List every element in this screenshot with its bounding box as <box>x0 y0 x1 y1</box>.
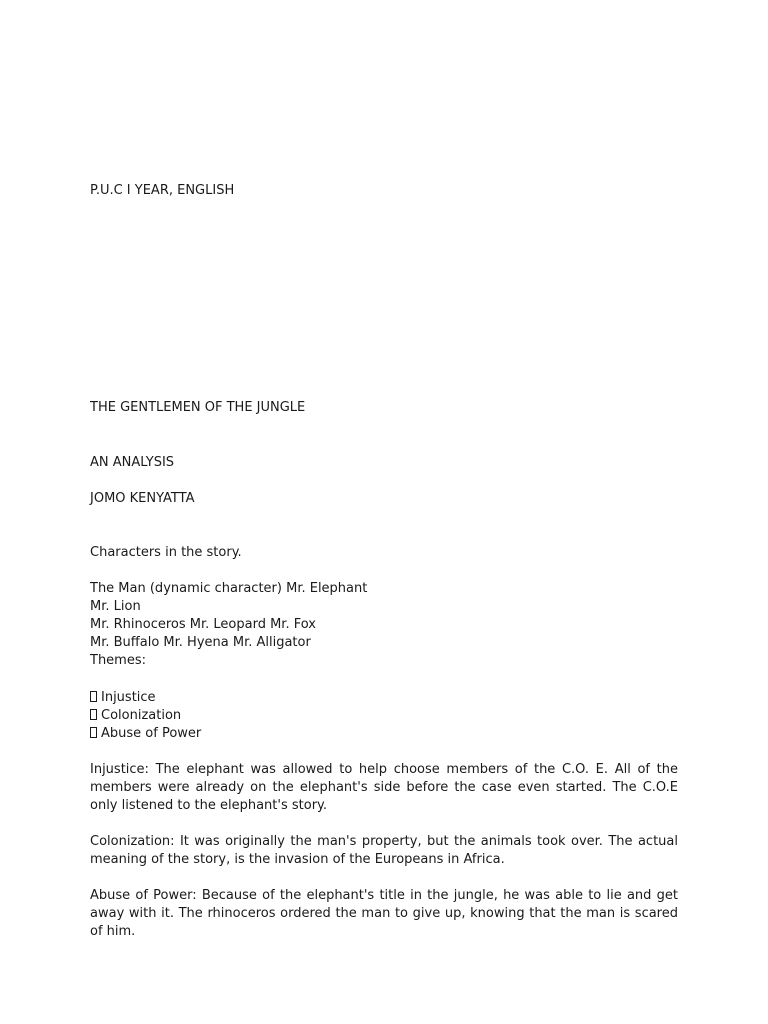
theme-item-label: Colonization <box>101 708 182 723</box>
theme-item <box>90 725 201 743</box>
theme-item <box>90 689 156 707</box>
course-header: P.U.C I YEAR, ENGLISH <box>90 183 235 198</box>
story-title: THE GENTLEMEN OF THE JUNGLE <box>90 400 306 415</box>
characters-line: Mr. Buffalo Mr. Hyena Mr. Alligator <box>90 635 311 650</box>
missing-glyph-bullet-icon <box>90 709 97 720</box>
theme-item-label: Abuse of Power <box>101 726 202 741</box>
theme-item-label: Injustice <box>101 690 156 705</box>
missing-glyph-bullet-icon <box>90 727 97 738</box>
theme-item <box>90 707 181 725</box>
characters-line: The Man (dynamic character) Mr. Elephant <box>90 581 368 596</box>
paragraph-colonization: Colonization: It was originally the man's property, but the animals took over. The actual meaning of the story, is the invasion of the Europeans in Africa. <box>90 834 678 867</box>
paragraph-injustice: Injustice: The elephant was allowed to help choose members of the C.O. E. All of the members were already on the elephant's side before the case even started. The C.O.E only listened to the elephant's story. <box>90 762 678 813</box>
themes-heading: Themes: <box>90 653 146 668</box>
characters-line: Mr. Rhinoceros Mr. Leopard Mr. Fox <box>90 617 316 632</box>
paragraph-abuse-of-power: Abuse of Power: Because of the elephant's title in the jungle, he was able to lie and get away with it. The rhinoceros ordered the man to give up, knowing that the man is scared of him. <box>90 888 678 939</box>
characters-line: Mr. Lion <box>90 599 141 614</box>
missing-glyph-bullet-icon <box>90 691 97 702</box>
analysis-subtitle: AN ANALYSIS <box>90 455 175 470</box>
characters-heading: Characters in the story. <box>90 545 242 560</box>
author-name: JOMO KENYATTA <box>90 491 195 506</box>
